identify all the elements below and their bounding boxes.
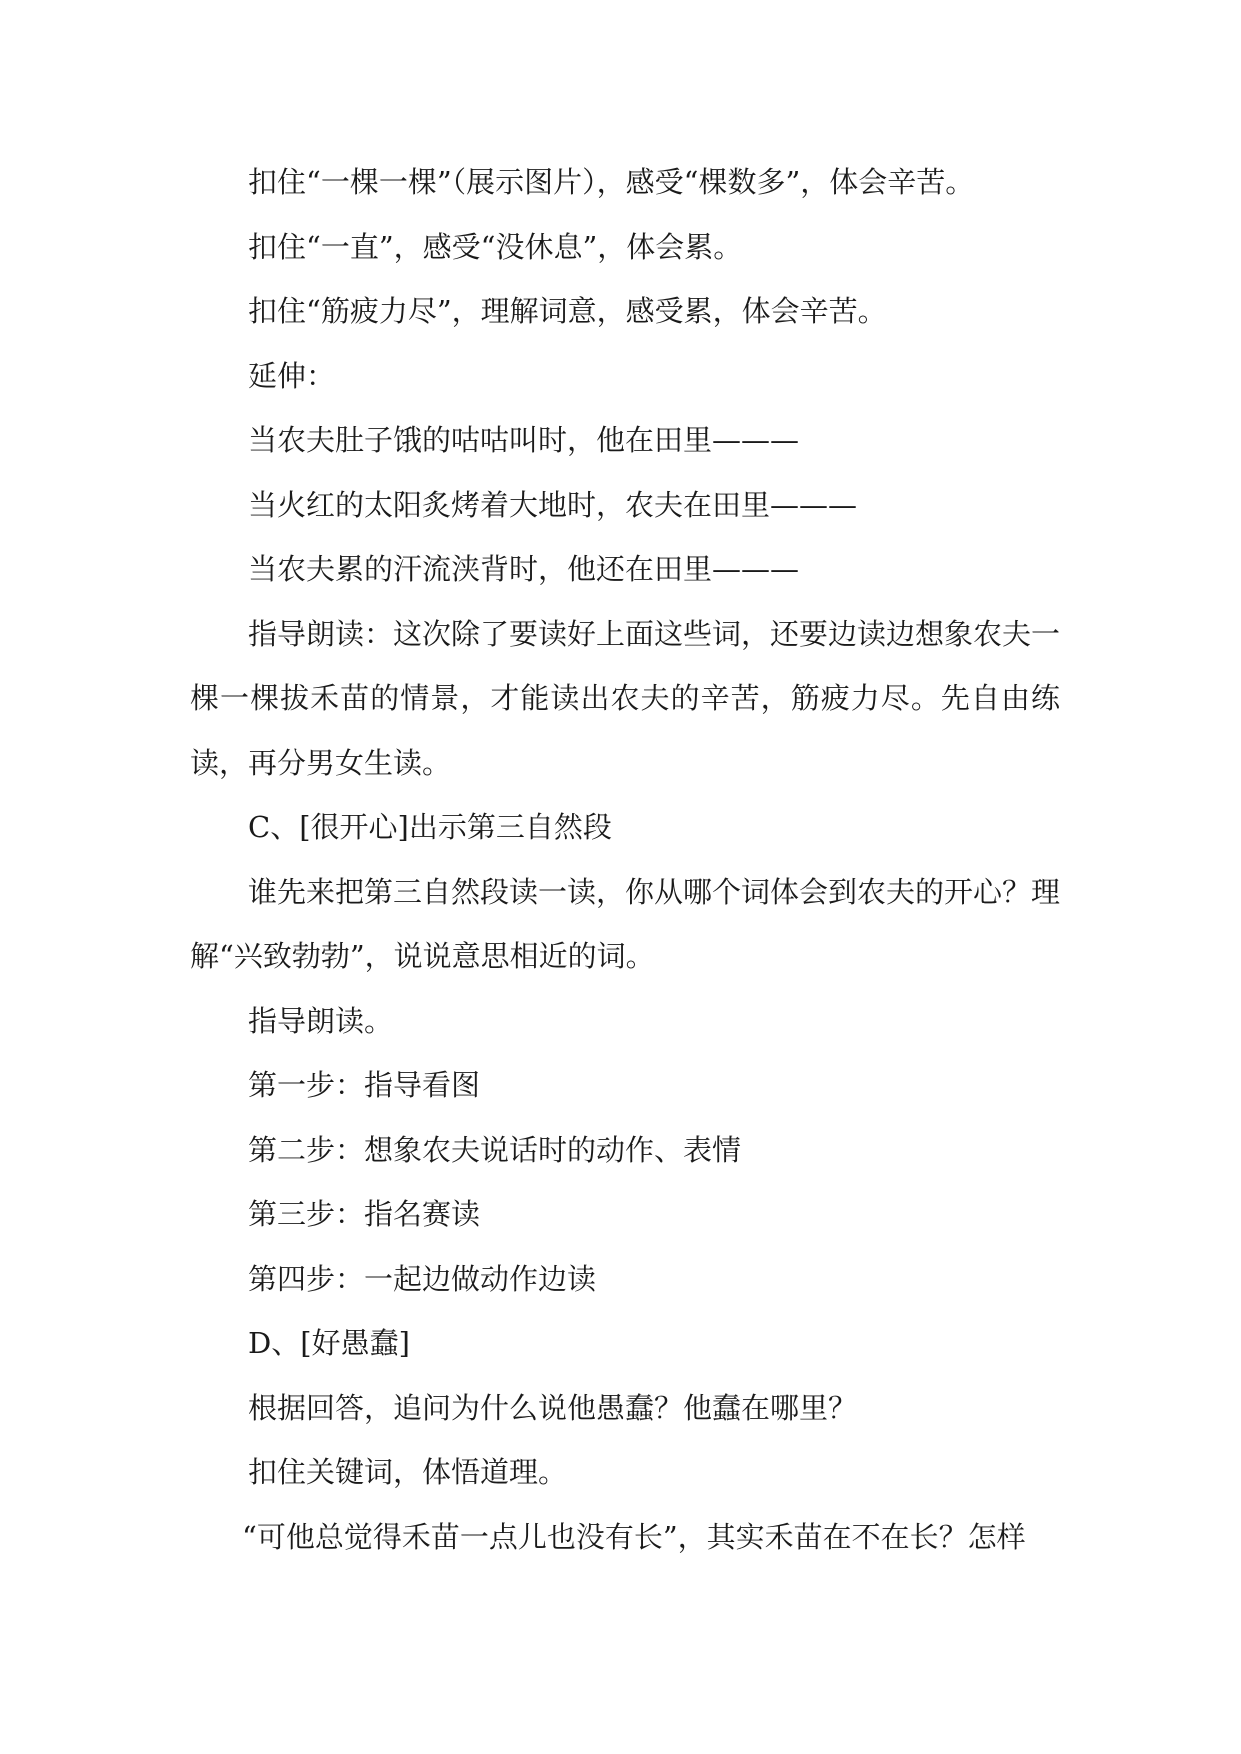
paragraph-16: D、[好愚蠢] bbox=[248, 1326, 410, 1360]
paragraph-5: 当农夫肚子饿的咕咕叫时，他在田里——— bbox=[248, 423, 800, 457]
paragraph-14: 第三步：指名赛读 bbox=[248, 1197, 481, 1231]
paragraph-6: 当火红的太阳炙烤着大地时，农夫在田里——— bbox=[248, 487, 858, 522]
document-body bbox=[190, 150, 1060, 1569]
paragraph-18: 扣住关键词，体悟道理。 bbox=[248, 1455, 568, 1489]
paragraph-4: 延伸： bbox=[248, 358, 336, 393]
paragraph-9: C、[很开心]出示第三自然段 bbox=[248, 810, 612, 844]
paragraph-7: 当农夫累的汗流浃背时，他还在田里——— bbox=[248, 552, 800, 586]
paragraph-12: 第一步：指导看图 bbox=[248, 1068, 481, 1102]
paragraph-1: 扣住“一棵一棵”（展示图片），感受“棵数多”，体会辛苦。 bbox=[248, 165, 975, 199]
paragraph-15: 第四步：一起边做动作边读 bbox=[248, 1261, 597, 1296]
paragraph-13: 第二步：想象农夫说话时的动作、表情 bbox=[248, 1132, 742, 1167]
paragraph-2: 扣住“一直”，感受“没休息”，体会累。 bbox=[248, 229, 743, 264]
paragraph-10: 谁先来把第三自然段读一读，你从哪个词体会到农夫的开心？理解“兴致勃勃”，说说意思相近的词。 bbox=[190, 874, 1061, 973]
paragraph-19: “可他总觉得禾苗一点儿也没有长”，其实禾苗在不在长？怎样 bbox=[242, 1519, 1026, 1554]
paragraph-17: 根据回答，追问为什么说他愚蠢？他蠢在哪里？ bbox=[248, 1390, 858, 1425]
paragraph-3: 扣住“筋疲力尽”，理解词意，感受累，体会辛苦。 bbox=[248, 294, 887, 328]
paragraph-11: 指导朗读。 bbox=[248, 1003, 394, 1038]
paragraph-8: 指导朗读：这次除了要读好上面这些词，还要边读边想象农夫一棵一棵拔禾苗的情景，才能读出农夫的辛苦，筋疲力尽。先自由练读，再分男女生读。 bbox=[190, 616, 1061, 780]
